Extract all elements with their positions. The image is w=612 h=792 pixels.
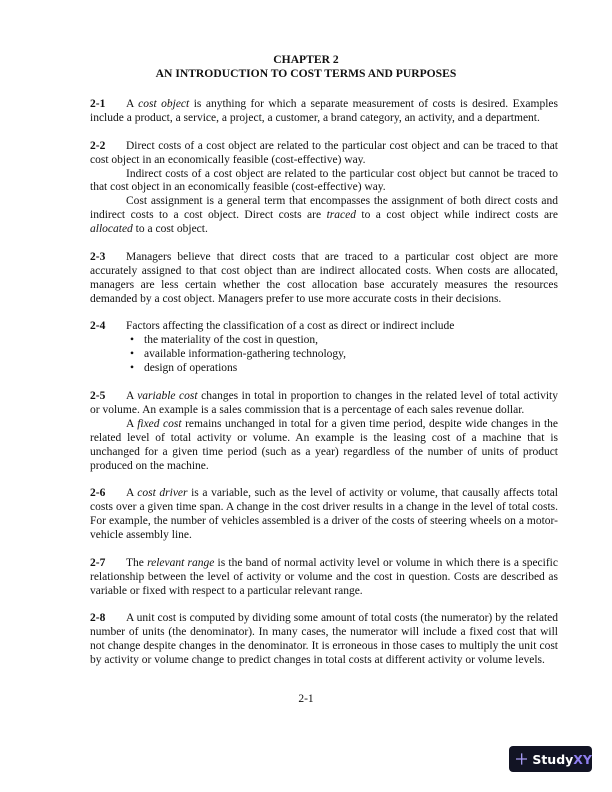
- text: is anything for which a separate measurement of costs is desired. Examples include a product, a service, a project, a customer, a brand category, an activity, and a department.: [90, 98, 558, 124]
- text: A: [126, 98, 139, 110]
- plus-icon: [516, 752, 527, 766]
- section-number: 2-3: [90, 250, 106, 263]
- section-2-4: [90, 320, 558, 334]
- text: Factors affecting the classification of a cost as direct or indirect include: [126, 320, 455, 333]
- paragraph: Indirect costs of a cost object are related to the particular cost object but cannot be traced to that cost object in an economically feasible (cost-effective) way.: [90, 167, 558, 194]
- section-2-6: [90, 487, 558, 543]
- document-page: [0, 53, 612, 706]
- text: Direct costs of a cost object are related to the particular cost object and can be traced to that cost object in an economically feasible (cost-effective) way.: [90, 139, 558, 166]
- bullet-list: [90, 334, 558, 376]
- text: available information-gathering technology,: [144, 348, 347, 361]
- page-number: 2-1: [298, 693, 314, 706]
- text: A: [126, 417, 138, 430]
- section-number: 2-7: [90, 556, 106, 569]
- bullet-icon: •: [130, 348, 135, 361]
- term: allocated: [90, 223, 133, 236]
- text: is the band of normal activity level or volume in which there is a specific relationship between the level of activity or volume and the cost in question. Costs are described as variable or fixed with respect to a particular relevant range.: [90, 556, 558, 597]
- term: cost object: [138, 98, 190, 110]
- term: traced: [326, 209, 356, 222]
- section-number: 2-8: [90, 612, 106, 625]
- chapter-label: CHAPTER 2: [273, 53, 339, 66]
- section-2-3: [90, 251, 558, 307]
- section-2-8: [90, 612, 558, 668]
- paragraph: [90, 195, 558, 237]
- document-body: [90, 98, 558, 668]
- term: variable cost: [137, 389, 198, 402]
- paragraph: [90, 418, 558, 474]
- term: cost driver: [137, 487, 188, 500]
- text: changes in total in proportion to changes in the related level of total activity or volume. An example is a sales commission that is a percentage of each sales revenue dollar.: [90, 389, 558, 416]
- text: to a cost object.: [132, 223, 208, 236]
- section-number: 2-2: [90, 139, 106, 152]
- bullet-icon: •: [130, 334, 135, 347]
- list-item: [90, 334, 558, 348]
- section-number: 2-4: [90, 320, 106, 333]
- text: Managers believe that direct costs that are traced to a particular cost object are more accurately assigned to that cost object than are indirect allocated costs. When costs are allocated, managers are less certain whether the cost allocation base accurately measures the resources demanded by a cost object. Managers prefer to use more accurate costs in their decisions.: [90, 250, 558, 305]
- text: A: [126, 487, 138, 500]
- term: fixed cost: [137, 417, 182, 430]
- text: Cost assignment is a general term that encompasses the assignment of both direct costs and indirect costs to a cost object. Direct costs are: [90, 195, 558, 222]
- text: the materiality of the cost in question,: [144, 334, 319, 347]
- footer: [0, 692, 612, 706]
- section-number: 2-6: [90, 487, 106, 500]
- text: design of operations: [144, 362, 238, 375]
- list-item: [90, 362, 558, 376]
- section-2-7: [90, 557, 558, 599]
- section-2-5: [90, 390, 558, 418]
- text: remains unchanged in total for a given time period, despite wide changes in the related level of total activity or volume. An example is the leasing cost of a machine that is unchanged for a given time period (such as a year) regardless of the number of units of product produced on the machine.: [90, 417, 559, 472]
- list-item: [90, 348, 558, 362]
- text: The: [126, 556, 148, 569]
- bullet-icon: •: [130, 362, 135, 375]
- text: A: [126, 389, 138, 402]
- studyxy-badge[interactable]: [509, 746, 592, 772]
- section-2-2: [90, 140, 558, 168]
- brand-study: Study: [532, 751, 574, 767]
- text: to a cost object while indirect costs are: [355, 209, 558, 222]
- section-number: 2-5: [90, 389, 106, 402]
- section-number: 2-1: [90, 98, 106, 110]
- section-2-1: [90, 98, 558, 126]
- term: relevant range: [147, 556, 215, 569]
- brand-xy: XY: [573, 751, 592, 767]
- text: A unit cost is computed by dividing some amount of total costs (the numerator) by the related number of units (the denominator). In many cases, the numerator will include a fixed cost that will not change despite changes in the denominator. It is erroneous in those cases to multiply the unit cost by activity or volume change to predict changes in total costs at different activity or volume levels.: [90, 612, 558, 667]
- text: is a variable, such as the level of activity or volume, that causally affects total costs over a given time span. A change in the cost driver results in a change in the level of total costs. For example, the number of vehicles assembled is a driver of the costs of steering wheels on a motor-vehicle assembly line.: [90, 487, 559, 542]
- chapter-title: AN INTRODUCTION TO COST TERMS AND PURPOSES: [155, 67, 457, 80]
